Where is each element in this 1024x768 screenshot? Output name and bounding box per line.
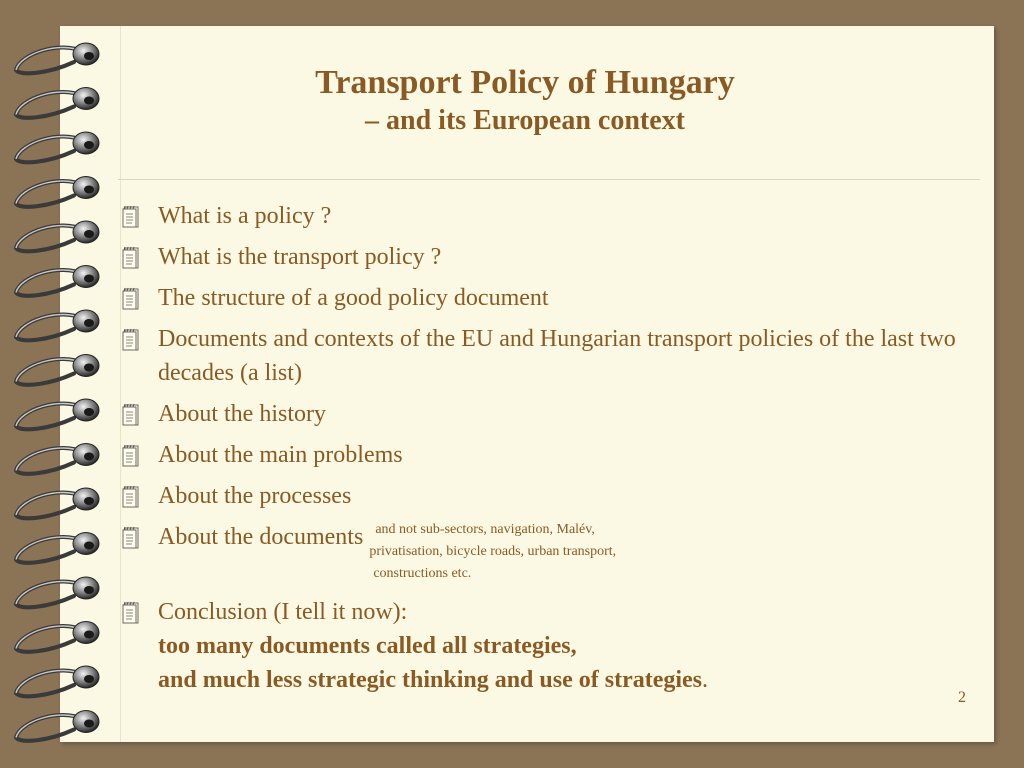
- bullet-item: [118, 438, 978, 472]
- notepad-icon: [120, 444, 142, 468]
- notepad-icon: [120, 205, 142, 229]
- binding-ring: [16, 577, 99, 607]
- binding-ring: [16, 43, 99, 73]
- binding-ring: [16, 221, 99, 251]
- bullet-text: About the documents: [158, 524, 364, 550]
- conclusion-period: .: [702, 667, 709, 693]
- documents-note-line: constructions etc.: [373, 566, 472, 581]
- binding-ring: [16, 399, 99, 429]
- bullet-text: About the processes: [158, 483, 352, 509]
- bullet-text: Documents and contexts of the EU and Hungarian transport policies of the last two decades (a list): [158, 326, 956, 386]
- documents-note-line: privatisation, bicycle roads, urban transport,: [369, 544, 617, 559]
- slide-title: Transport Policy of Hungary: [315, 64, 735, 101]
- bullet-item: [118, 397, 978, 431]
- binding-ring: [16, 622, 99, 652]
- binding-ring: [16, 711, 99, 741]
- notepad-icon: [120, 246, 142, 270]
- bullet-item-documents: [118, 520, 978, 585]
- bullet-text: About the history: [158, 401, 326, 427]
- binding-ring: [16, 132, 99, 162]
- slide-title-block: [120, 62, 930, 138]
- bullet-item: [118, 199, 978, 233]
- bullet-text: About the main problems: [158, 442, 403, 468]
- binding-ring: [16, 666, 99, 696]
- page-number: 2: [958, 689, 966, 706]
- binding-ring: [16, 488, 99, 518]
- conclusion-bold-line: too many documents called all strategies,: [158, 633, 577, 659]
- notepad-icon: [120, 287, 142, 311]
- binding-ring: [16, 266, 99, 296]
- bullet-text: What is a policy ?: [158, 203, 332, 229]
- notepad-icon: [120, 403, 142, 427]
- bullet-text: Conclusion (I tell it now):: [158, 599, 408, 625]
- binding-ring: [16, 88, 99, 118]
- binding-ring: [16, 177, 99, 207]
- binding-ring: [16, 444, 99, 474]
- spiral-binding-icon: [0, 0, 120, 768]
- documents-note-line: and not sub-sectors, navigation, Malév,: [375, 522, 595, 537]
- documents-note: [369, 519, 617, 585]
- bullet-item-conclusion: [118, 595, 978, 697]
- notepad-icon: [120, 526, 142, 550]
- notepad-icon: [120, 601, 142, 625]
- bullet-item: [118, 240, 978, 274]
- notepad-icon: [120, 328, 142, 352]
- bullet-text: What is the transport policy ?: [158, 244, 442, 270]
- binding-ring: [16, 355, 99, 385]
- binding-ring: [16, 310, 99, 340]
- bullet-list: [118, 199, 978, 704]
- title-divider: [118, 179, 980, 180]
- bullet-text: The structure of a good policy document: [158, 285, 549, 311]
- notepad-icon: [120, 485, 142, 509]
- bullet-item: [118, 322, 978, 390]
- bullet-item: [118, 281, 978, 315]
- binding-ring: [16, 533, 99, 563]
- conclusion-bold-line: and much less strategic thinking and use of strategies: [158, 667, 703, 693]
- slide-subtitle: – and its European context: [365, 105, 685, 136]
- bullet-item: [118, 479, 978, 513]
